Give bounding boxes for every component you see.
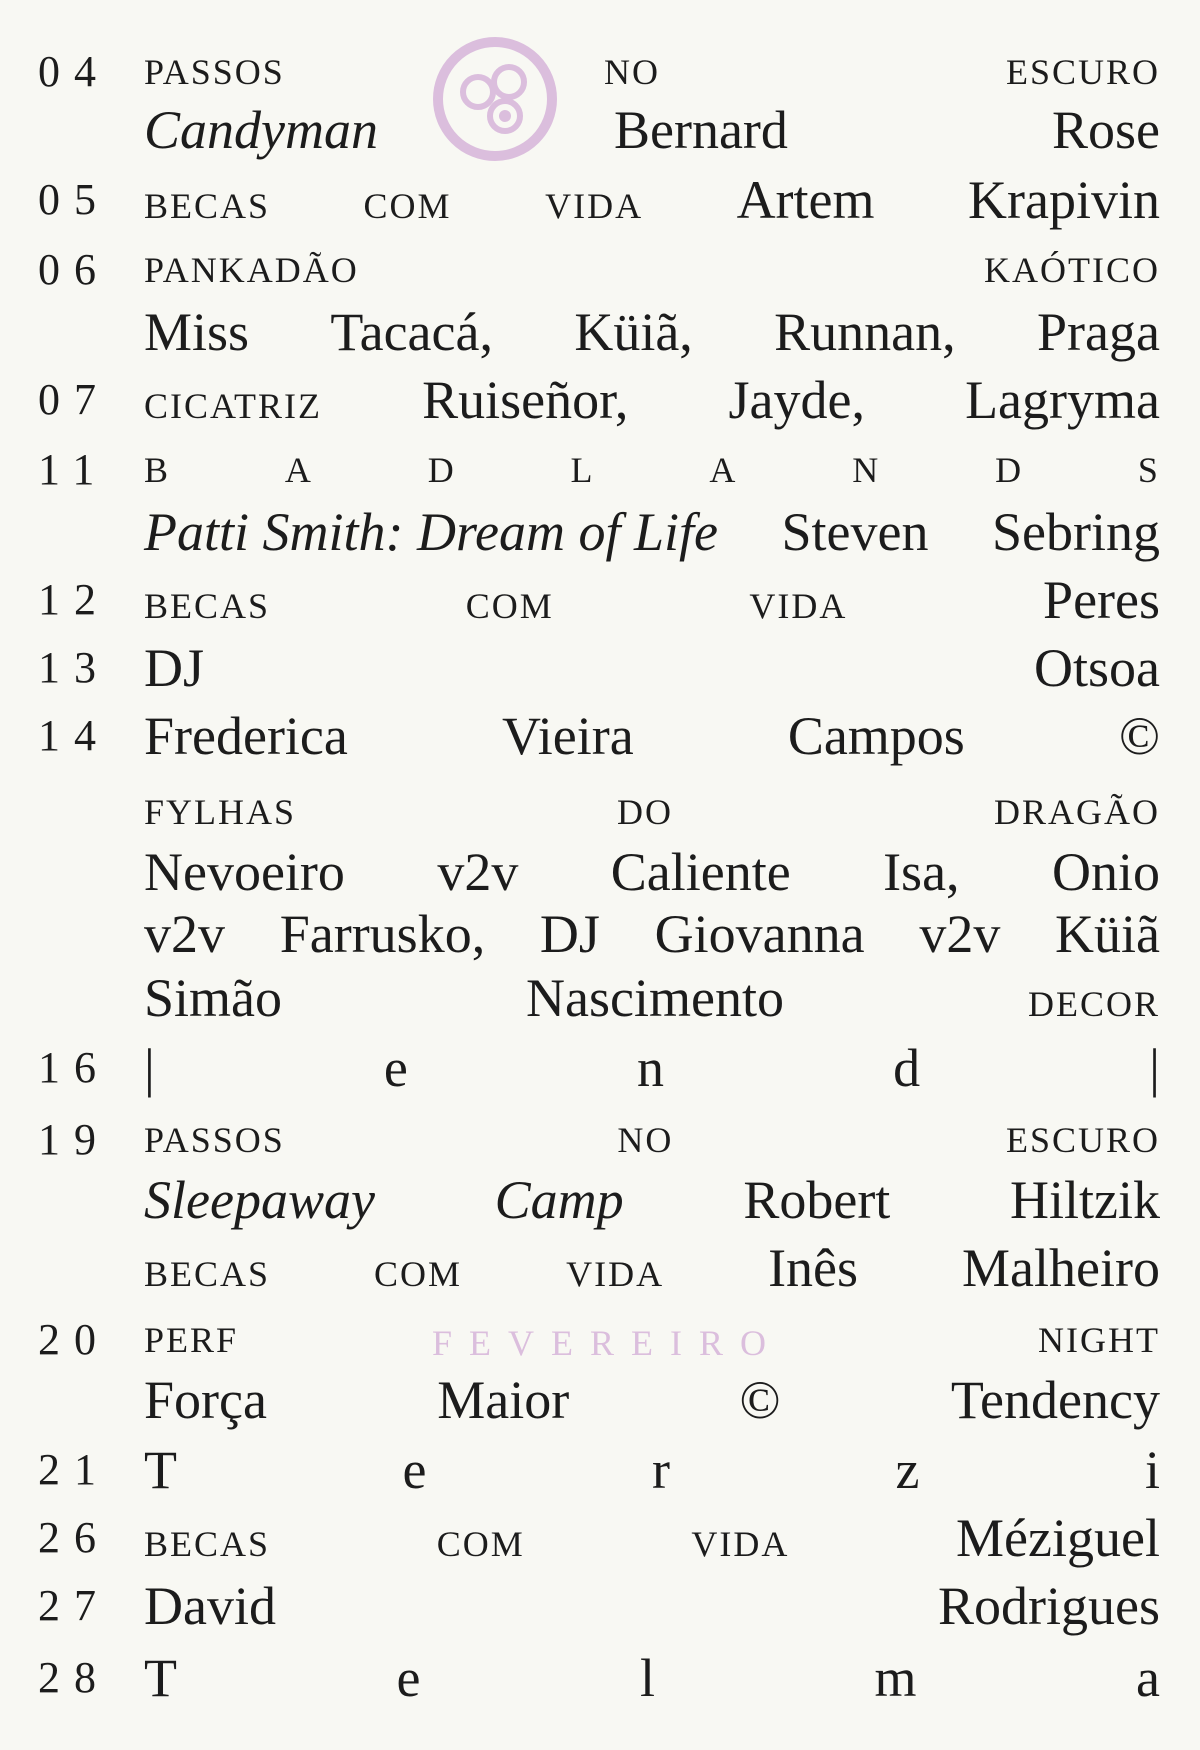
- event-word: PASSOS: [144, 1120, 285, 1160]
- event-line: [144, 1306, 1160, 1374]
- event-line: [144, 702, 1160, 770]
- event-row-14-line2: [0, 778, 1200, 846]
- event-letter: L: [570, 450, 595, 490]
- event-word: COM: [436, 1524, 525, 1564]
- event-word: BECAS: [144, 1254, 271, 1294]
- event-word: Tacacá,: [330, 302, 493, 362]
- event-date: 27: [38, 1581, 110, 1630]
- event-line: [144, 838, 1160, 906]
- event-word: NO: [604, 52, 660, 92]
- event-line: [144, 778, 1160, 846]
- event-letter: r: [652, 1440, 670, 1500]
- event-line: [144, 634, 1160, 702]
- event-row-06-line2: [0, 298, 1200, 366]
- event-word: DJ: [539, 904, 600, 964]
- event-letter: |: [144, 1038, 155, 1098]
- event-letter: m: [874, 1648, 917, 1708]
- event-row-14-line5: [0, 964, 1200, 1032]
- event-word: Farrusko,: [279, 904, 486, 964]
- event-line: [144, 1504, 1160, 1572]
- event-date: 28: [38, 1653, 110, 1702]
- event-date: 19: [38, 1115, 110, 1164]
- event-date: 13: [38, 643, 110, 692]
- event-line: [144, 964, 1160, 1032]
- event-word: BECAS: [144, 1524, 271, 1564]
- event-row-04-line2: [0, 96, 1200, 164]
- event-row-14-line3: [0, 838, 1200, 906]
- event-row-14-line4: [0, 900, 1200, 968]
- event-line: [144, 96, 1160, 164]
- event-word: Jayde,: [728, 370, 865, 430]
- event-line: [144, 298, 1160, 366]
- event-word: COM: [374, 1254, 463, 1294]
- event-line: [144, 1034, 1160, 1102]
- event-word: Küiã: [1055, 904, 1160, 964]
- event-word: Caliente: [610, 842, 791, 902]
- event-word: Méziguel: [956, 1508, 1160, 1568]
- event-row-26: [0, 1504, 1200, 1572]
- event-word: Peres: [1043, 570, 1160, 630]
- event-word: Sebring: [991, 502, 1160, 562]
- event-letter: z: [895, 1440, 920, 1500]
- event-line: [144, 366, 1160, 434]
- event-date: 12: [38, 575, 110, 624]
- event-word: Simão: [144, 968, 283, 1028]
- event-word: FYLHAS: [144, 792, 297, 832]
- event-line: [144, 236, 1160, 304]
- event-letter: B: [144, 450, 171, 490]
- event-line: [144, 1572, 1160, 1640]
- event-word: Malheiro: [962, 1238, 1160, 1298]
- event-row-13: [0, 634, 1200, 702]
- event-word: Ruiseñor,: [422, 370, 629, 430]
- event-word: Onio: [1051, 842, 1160, 902]
- event-row-20: [0, 1306, 1200, 1374]
- event-row-05: [0, 166, 1200, 234]
- event-letter: e: [383, 1038, 408, 1098]
- event-word: Nevoeiro: [144, 842, 345, 902]
- film-title: Camp: [494, 1170, 624, 1230]
- event-row-28: [0, 1644, 1200, 1712]
- event-letter: d: [893, 1038, 921, 1098]
- event-letter: A: [709, 450, 738, 490]
- event-word: Runnan,: [774, 302, 956, 362]
- event-letter: N: [852, 450, 881, 490]
- event-word: Vieira: [502, 706, 634, 766]
- event-letter: e: [396, 1648, 421, 1708]
- event-row-06: [0, 236, 1200, 304]
- event-word: NIGHT: [1038, 1320, 1160, 1360]
- event-date: 14: [38, 711, 110, 760]
- event-word: Krapivin: [968, 170, 1160, 230]
- event-row-20-line2: [0, 1366, 1200, 1434]
- event-line: [144, 498, 1160, 566]
- event-letter: a: [1136, 1648, 1160, 1708]
- event-word: VIDA: [749, 586, 848, 626]
- event-letter: i: [1144, 1440, 1160, 1500]
- event-date: 20: [38, 1315, 110, 1364]
- copyright-symbol: ©: [739, 1370, 781, 1430]
- event-date: 07: [38, 375, 110, 424]
- event-letter: S: [1137, 450, 1160, 490]
- event-date: 05: [38, 175, 110, 224]
- event-word: KAÓTICO: [984, 250, 1160, 290]
- event-letter: |: [1149, 1038, 1160, 1098]
- event-row-11-line2: [0, 498, 1200, 566]
- event-word: Tendency: [950, 1370, 1160, 1430]
- event-row-14: [0, 702, 1200, 770]
- film-title: Patti Smith: Dream of Life: [144, 502, 718, 562]
- event-line: [144, 1166, 1160, 1234]
- event-line: [144, 1106, 1160, 1174]
- event-word: ESCURO: [1005, 52, 1160, 92]
- event-word: Campos: [787, 706, 965, 766]
- event-word: BECAS: [144, 186, 271, 226]
- copyright-symbol: ©: [1118, 706, 1160, 766]
- event-letter: l: [639, 1648, 655, 1708]
- event-line: [144, 1644, 1160, 1712]
- event-letter: D: [427, 450, 456, 490]
- film-title: Sleepaway: [144, 1170, 375, 1230]
- event-word: Robert: [743, 1170, 891, 1230]
- event-word: PASSOS: [144, 52, 285, 92]
- event-word: Praga: [1037, 302, 1160, 362]
- event-date: 26: [38, 1513, 110, 1562]
- event-word: Otsoa: [1034, 638, 1160, 698]
- event-word: v2v: [919, 904, 1001, 964]
- event-row-07: [0, 366, 1200, 434]
- event-date: 16: [38, 1043, 110, 1092]
- event-row-19-line3: [0, 1234, 1200, 1302]
- event-word: DRAGÃO: [993, 792, 1160, 832]
- event-word: Giovanna: [654, 904, 865, 964]
- event-word: v2v: [144, 904, 225, 964]
- event-word: VIDA: [545, 186, 644, 226]
- event-word: CICATRIZ: [144, 386, 322, 426]
- event-word: VIDA: [566, 1254, 665, 1294]
- event-row-12: [0, 566, 1200, 634]
- event-line: [144, 1366, 1160, 1434]
- event-row-27: [0, 1572, 1200, 1640]
- event-word: COM: [363, 186, 452, 226]
- event-row-19: [0, 1106, 1200, 1174]
- event-line: [144, 566, 1160, 634]
- event-line: [144, 1234, 1160, 1302]
- event-line: [144, 436, 1160, 504]
- film-title: Candyman: [144, 100, 378, 160]
- event-word: Inês: [768, 1238, 859, 1298]
- event-row-19-line2: [0, 1166, 1200, 1234]
- event-word: VIDA: [691, 1524, 790, 1564]
- event-word: Bernard: [614, 100, 788, 160]
- event-word: Lagryma: [965, 370, 1160, 430]
- event-date: 06: [38, 245, 110, 294]
- event-line: [144, 1436, 1160, 1504]
- event-letter: e: [402, 1440, 427, 1500]
- event-word: Rose: [1052, 100, 1160, 160]
- event-row-16: [0, 1034, 1200, 1102]
- event-word: DECOR: [1027, 984, 1160, 1024]
- event-word: Maior: [437, 1370, 570, 1430]
- event-date: 21: [38, 1445, 110, 1494]
- event-word: DJ: [144, 638, 205, 698]
- event-word: Steven: [781, 502, 929, 562]
- event-word: BECAS: [144, 586, 271, 626]
- event-line: [144, 900, 1160, 968]
- event-word: NO: [617, 1120, 674, 1160]
- event-word: Isa,: [883, 842, 960, 902]
- event-word: DO: [617, 792, 673, 832]
- month-label: FEVEREIRO: [432, 1323, 783, 1363]
- event-word: v2v: [437, 842, 519, 902]
- event-word: Hiltzik: [1010, 1170, 1160, 1230]
- event-letter: A: [284, 450, 313, 490]
- event-word: Artem: [736, 170, 875, 230]
- event-word: ESCURO: [1005, 1120, 1160, 1160]
- event-letter: D: [995, 450, 1024, 490]
- event-line: [144, 166, 1160, 234]
- event-date: 04: [38, 47, 110, 96]
- event-date: 11: [38, 445, 109, 494]
- event-letter: T: [144, 1440, 177, 1500]
- event-word: Nascimento: [526, 968, 784, 1028]
- event-word: Rodrigues: [938, 1576, 1160, 1636]
- event-word: Força: [144, 1370, 267, 1430]
- event-word: COM: [465, 586, 554, 626]
- event-row-21: [0, 1436, 1200, 1504]
- event-word: PANKADÃO: [144, 250, 359, 290]
- event-word: Frederica: [144, 706, 348, 766]
- event-letter: T: [144, 1648, 177, 1708]
- event-word: Küiã,: [574, 302, 693, 362]
- event-letter: n: [636, 1038, 664, 1098]
- event-word: Miss: [144, 302, 250, 362]
- event-word: David: [144, 1576, 276, 1636]
- event-row-11: [0, 436, 1200, 504]
- event-word: PERF: [144, 1320, 239, 1360]
